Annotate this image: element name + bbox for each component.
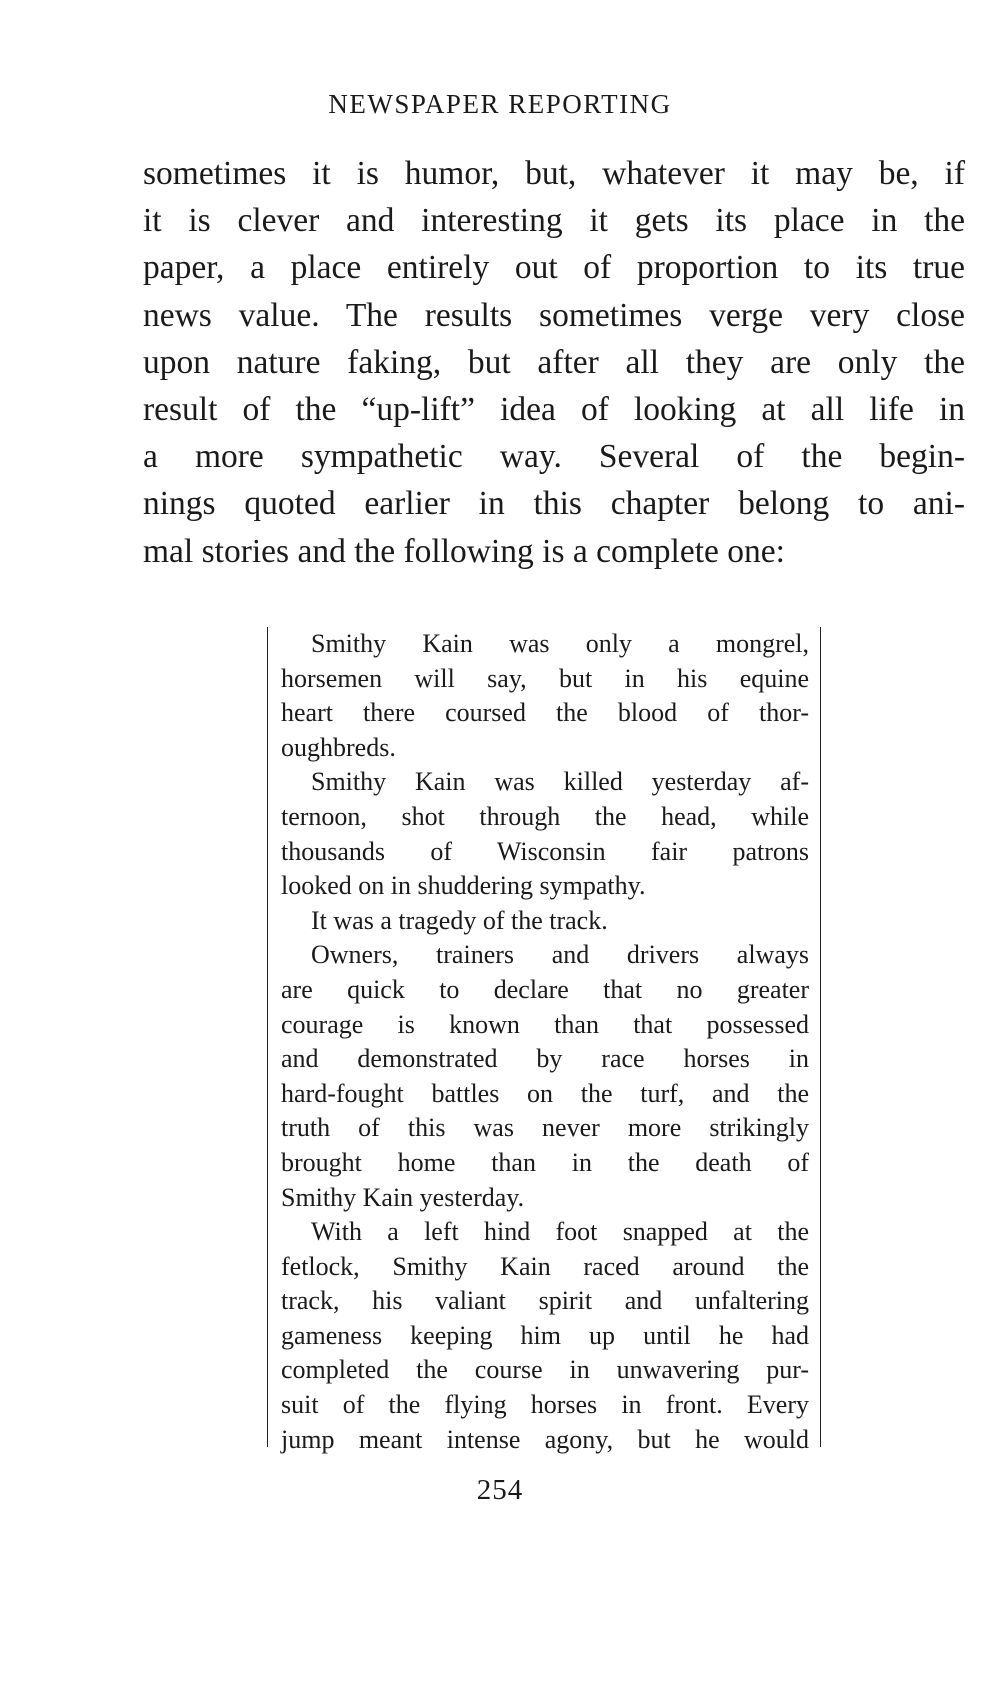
body-line: news value. The results sometimes verge very close bbox=[143, 296, 965, 334]
quote-line: suit of the flying horses in front. Every bbox=[281, 1390, 809, 1420]
body-line: mal stories and the following is a complete one: bbox=[143, 532, 785, 570]
quoted-news-text bbox=[281, 627, 809, 1457]
quote-line: horsemen will say, but in his equine bbox=[281, 663, 809, 693]
quote-line: fetlock, Smithy Kain raced around the bbox=[281, 1251, 809, 1281]
quote-line: Smithy Kain was only a mongrel, bbox=[311, 629, 809, 658]
quote-line: gameness keeping him up until he had bbox=[281, 1320, 809, 1350]
body-line: sometimes it is humor, but, whatever it may be, if bbox=[143, 155, 965, 192]
quote-line: Smithy Kain yesterday. bbox=[281, 1182, 525, 1212]
quoted-news-story bbox=[267, 627, 821, 1454]
quote-line: ternoon, shot through the head, while bbox=[281, 801, 809, 831]
quote-line: completed the course in unwavering pur- bbox=[281, 1355, 809, 1385]
running-head: NEWSPAPER REPORTING bbox=[328, 89, 672, 119]
quote-line: Owners, trainers and drivers always bbox=[311, 940, 809, 970]
body-line: paper, a place entirely out of proportion to its true bbox=[143, 249, 965, 287]
quote-line: truth of this was never more strikingly bbox=[281, 1113, 809, 1143]
body-line: a more sympathetic way. Several of the begin- bbox=[143, 438, 965, 476]
quote-line: It was a tragedy of the track. bbox=[311, 905, 608, 935]
quote-line: Smithy Kain was killed yesterday af- bbox=[311, 767, 809, 797]
body-line: upon nature faking, but after all they are only the bbox=[143, 343, 965, 381]
quote-line: courage is known than that possessed bbox=[281, 1009, 809, 1039]
quote-line: thousands of Wisconsin fair patrons bbox=[281, 836, 809, 866]
quote-line: jump meant intense agony, but he would bbox=[281, 1424, 809, 1454]
page-number: 254 bbox=[476, 1474, 524, 1506]
body-line: it is clever and interesting it gets its place in the bbox=[143, 202, 965, 240]
quote-line: track, his valiant spirit and unfaltering bbox=[281, 1286, 809, 1316]
quote-line: brought home than in the death of bbox=[281, 1147, 809, 1177]
quote-line: heart there coursed the blood of thor- bbox=[281, 698, 809, 728]
body-line: result of the “up-lift” idea of looking at all life in bbox=[143, 391, 965, 429]
body-line: nings quoted earlier in this chapter belong to ani- bbox=[143, 485, 965, 523]
quote-line: oughbreds. bbox=[281, 732, 396, 762]
quote-line: looked on in shuddering sympathy. bbox=[281, 871, 646, 901]
quote-line: and demonstrated by race horses in bbox=[281, 1044, 809, 1074]
quote-line: With a left hind foot snapped at the bbox=[311, 1217, 809, 1247]
quote-line: are quick to declare that no greater bbox=[281, 974, 809, 1004]
quote-line: hard-fought battles on the turf, and the bbox=[281, 1078, 809, 1108]
body-paragraph bbox=[143, 150, 965, 575]
